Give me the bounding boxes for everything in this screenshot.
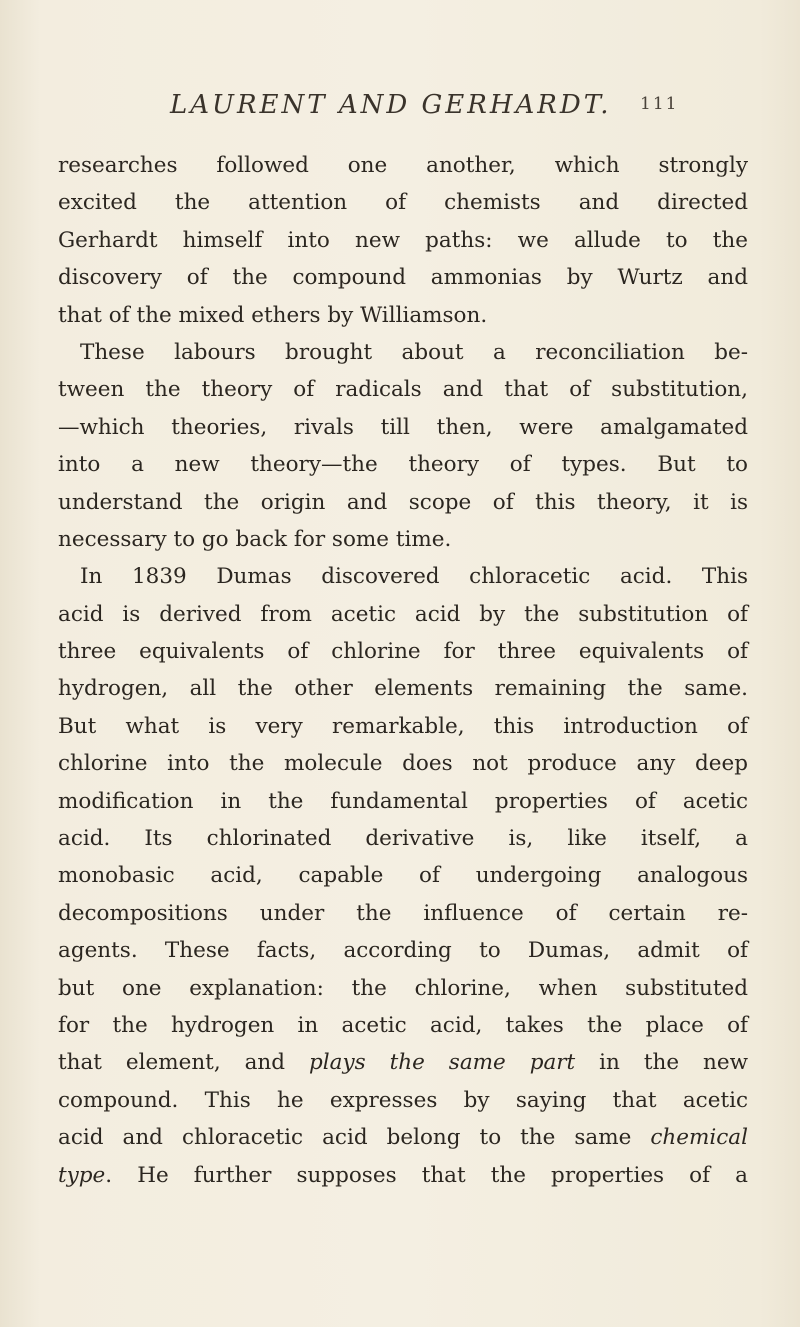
text-line: acid is derived from acetic acid by the substitution of	[58, 601, 748, 627]
text-line: —which theories, rivals till then, were amalgamated	[58, 414, 748, 440]
text-line: chlorine into the molecule does not produce any deep	[58, 751, 748, 777]
running-head	[0, 90, 800, 130]
text-line: monobasic acid, capable of undergoing analogous	[58, 863, 748, 889]
italic-phrase: plays the same part	[309, 1050, 576, 1076]
text-line: three equivalents of chlorine for three equivalents of	[58, 639, 748, 665]
text-line: excited the attention of chemists and directed	[58, 190, 748, 216]
text-line: type. He further supposes that the properties of a	[58, 1162, 748, 1188]
paragraph-start-line: These labours brought about a reconciliation be-	[80, 339, 748, 365]
italic-phrase: chemical	[650, 1125, 748, 1151]
text-line: researches followed one another, which strongly	[58, 153, 748, 178]
text-line: hydrogen, all the other elements remaining the same.	[58, 676, 748, 702]
text-line: decompositions under the influence of certain re-	[58, 900, 748, 926]
paragraph-start-line: In 1839 Dumas discovered chloracetic acid. This	[80, 564, 748, 590]
text-line: that element, and plays the same part in the new	[58, 1050, 748, 1076]
italic-phrase: type	[58, 1162, 106, 1188]
text-line: tween the theory of radicals and that of substitution,	[58, 377, 748, 403]
text-line: but one explanation: the chlorine, when substituted	[58, 975, 748, 1001]
text-line: that of the mixed ethers by Williamson.	[58, 302, 488, 328]
text-line: But what is very remarkable, this introduction of	[58, 713, 748, 739]
text-line: acid and chloracetic acid belong to the same chemical	[58, 1125, 748, 1151]
body-text	[58, 147, 748, 1194]
text-line: compound. This he expresses by saying that acetic	[58, 1087, 748, 1113]
text-line: Gerhardt himself into new paths: we allude to the	[58, 227, 748, 253]
text-line: necessary to go back for some time.	[58, 526, 452, 552]
text-line: modification in the fundamental properties of acetic	[58, 788, 748, 814]
text-line: discovery of the compound ammonias by Wurtz and	[58, 265, 748, 291]
running-title: LAURENT AND GERHARDT.	[170, 90, 612, 120]
text-line: acid. Its chlorinated derivative is, like itself, a	[58, 826, 748, 852]
text-line: into a new theory—the theory of types. But to	[58, 452, 748, 478]
text-line: understand the origin and scope of this theory, it is	[58, 489, 748, 515]
text-line: agents. These facts, according to Dumas, admit of	[58, 938, 748, 964]
text-line: for the hydrogen in acetic acid, takes the place of	[58, 1012, 748, 1038]
page-number: 111	[640, 94, 679, 114]
